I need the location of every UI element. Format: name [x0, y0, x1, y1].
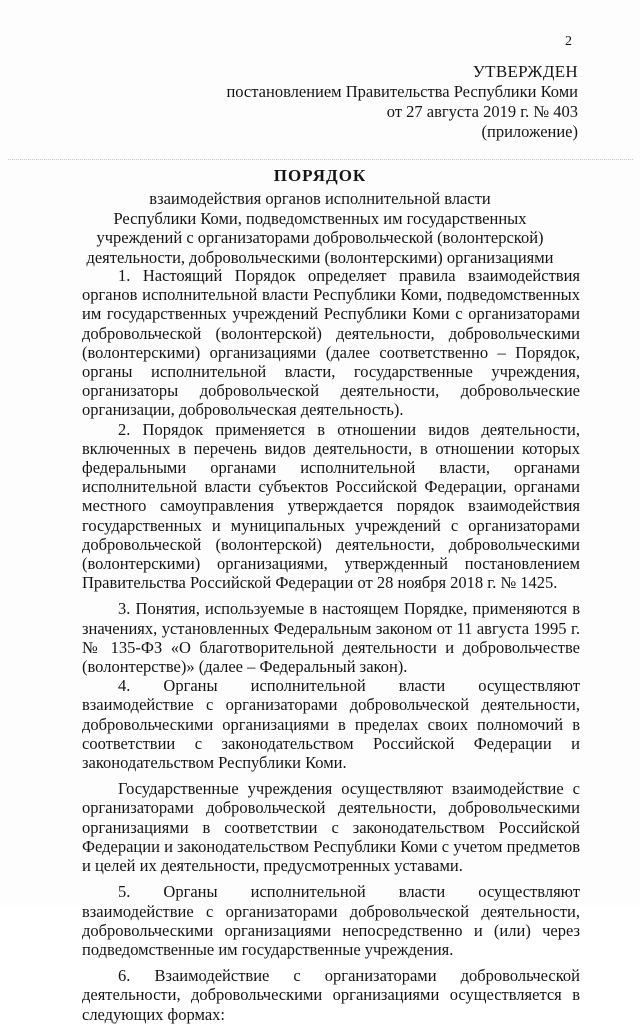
document-subtitle — [80, 189, 560, 267]
paragraph-3: 3. Понятия, используемые в настоящем Порядке, применяются в значениях, установленных Федеральным законом от 11 августа 1995 г. № 135-ФЗ «О благотворительной деятельности и добровольчестве (волонтерстве)» (далее – Федеральный закон). — [82, 599, 580, 677]
document-title: ПОРЯДОК — [273, 166, 367, 185]
subtitle-line: деятельности, добровольческими (волонтерскими) организациями — [86, 247, 554, 267]
approval-line: (приложение) — [481, 122, 578, 141]
subtitle-line: Республики Коми, подведомственных им государственных — [113, 208, 527, 228]
paragraph-4-continued: Государственные учреждения осуществляют взаимодействие с организаторами добровольческой деятельности, добровольческими организациями в соответствии с законодательством Российской Федерации и законодательством Республики Коми с учетом предметов и целей их деятельности, предусмотренных уставами. — [82, 779, 580, 876]
document-body — [82, 266, 580, 1024]
approval-line: от 27 августа 2019 г. № 403 — [386, 102, 578, 121]
approval-line: постановлением Правительства Республики Коми — [226, 82, 578, 101]
paragraph-2: 2. Порядок применяется в отношении видов деятельности, включенных в перечень видов деятельности, в отношении которых федеральными органами исполнительной власти, органами исполнительной власти субъектов Российской Федерации, органами местного самоуправления утверждается порядок взаимодействия государственных и муниципальных учреждений с организаторами добровольческой (волонтерской) деятельности, добровольческими (волонтерскими) организациями, утвержденный постановлением Правительства Российской Федерации от 28 ноября 2018 г. № 1425. — [82, 419, 580, 593]
subtitle-line: взаимодействия органов исполнительной власти — [149, 189, 491, 208]
approval-title: УТВЕРЖДЕН — [472, 62, 578, 81]
paragraph-4: 4. Органы исполнительной власти осуществляют взаимодействие с организаторами добровольческой деятельности, добровольческими организациями в пределах своих полномочий в соответствии с законодательством Российской Федерации и законодательством Республики Коми. — [82, 676, 580, 773]
scan-divider — [8, 159, 633, 160]
paragraph-5: 5. Органы исполнительной власти осуществляют взаимодействие с организаторами добровольческой деятельности, добровольческими организациями непосредственно и (или) через подведомственные им государственные учреждения. — [82, 882, 580, 959]
document-heading — [80, 165, 560, 267]
subtitle-line: учреждений с организаторами добровольческой (волонтерской) — [96, 228, 544, 247]
paragraph-6: 6. Взаимодействие с организаторами добровольческой деятельности, добровольческими организациями осуществляется в следующих формах: — [82, 966, 580, 1024]
paragraph-1: 1. Настоящий Порядок определяет правила взаимодействия органов исполнительной власти Республики Коми, подведомственных им государственных учреждений Республики Коми с организаторами добровольческой (волонтерской) деятельности, добровольческими (волонтерскими) организациями (далее соответственно – Порядок, органы исполнительной власти, государственные учреждения, организаторы добровольческой деятельности, добровольческие организации, добровольческая деятельность). — [82, 266, 580, 420]
page-number: 2 — [565, 34, 572, 49]
approval-block — [226, 62, 578, 142]
